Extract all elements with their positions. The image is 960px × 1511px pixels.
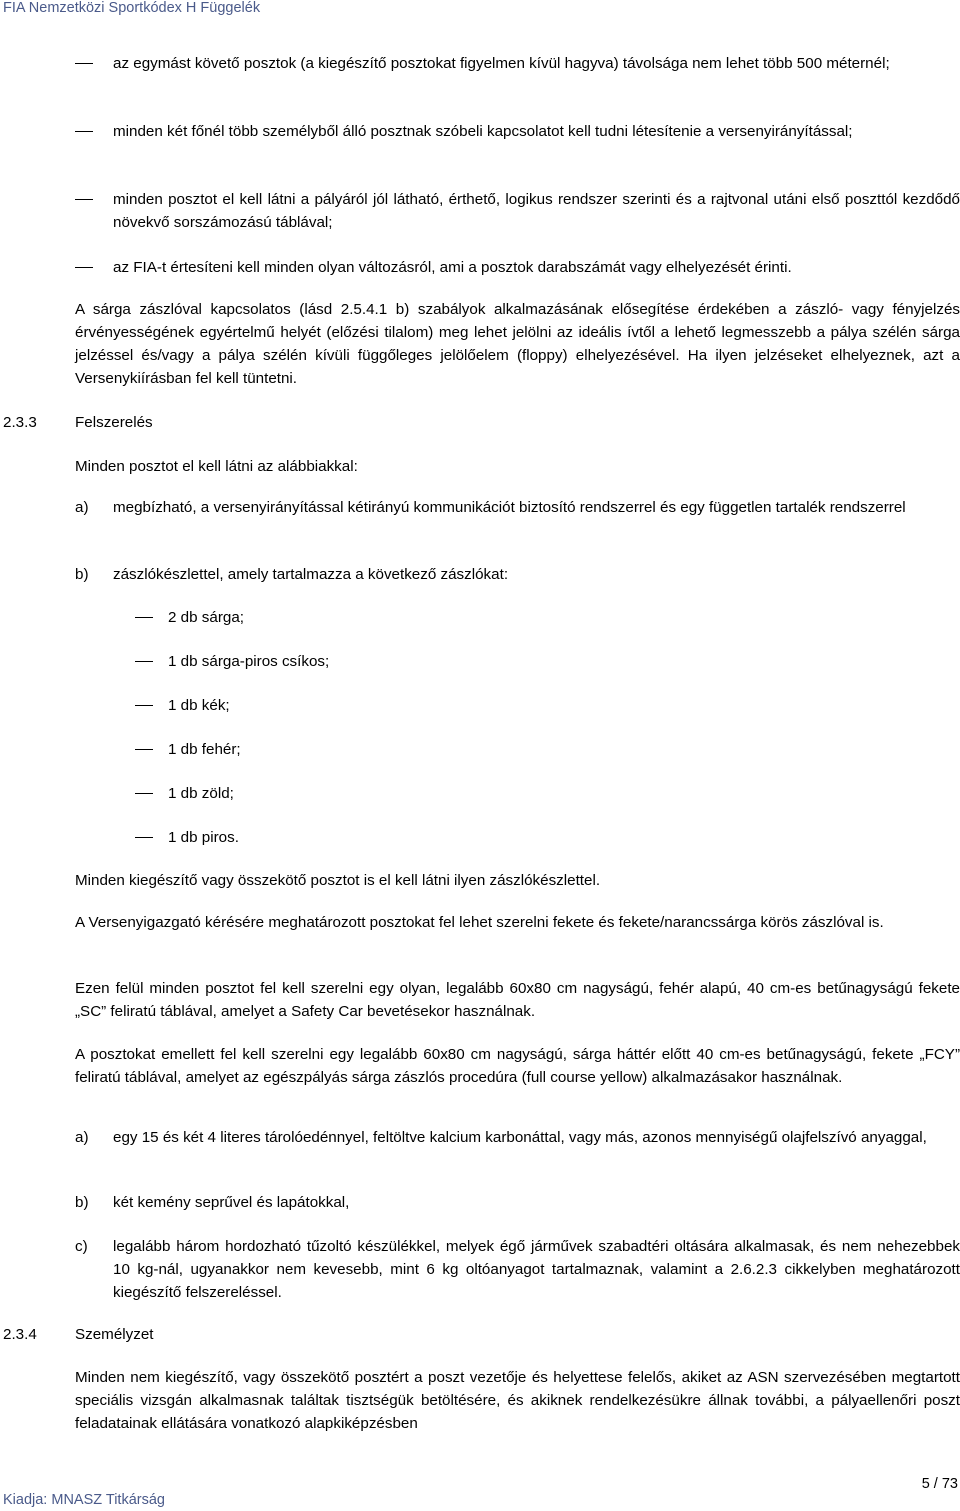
item-marker: b) xyxy=(75,566,89,583)
page-number: 5 / 73 xyxy=(921,1476,958,1492)
item-marker: c) xyxy=(75,1238,88,1255)
dash-bullet xyxy=(135,749,153,750)
race-director-paragraph: A Versenyigazgató kérésére meghatározott posztokat fel lehet szerelni fekete és fekete/narancssárga körös zászlóval is. xyxy=(75,914,884,931)
dash-bullet xyxy=(135,705,153,706)
dash-bullet xyxy=(75,63,93,64)
section-number: 2.3.4 xyxy=(3,1326,37,1343)
dash-bullet xyxy=(135,793,153,794)
flag-text: 2 db sárga; xyxy=(168,609,244,626)
item-text: zászlókészlettel, amely tartalmazza a következő zászlókat: xyxy=(113,566,509,583)
flag-text: 1 db kék; xyxy=(168,697,230,714)
section-number: 2.3.3 xyxy=(3,414,37,431)
item-marker: b) xyxy=(75,1194,89,1211)
personnel-paragraph: Minden nem kiegészítő, vagy összekötő posztért a poszt vezetője és helyettese felelős, akiket az ASN szervezésében megtartott speciális vizsgán alkalmasnak találtak tisztségük betöltésére, és akiknek rendelkezésükre állnak további, a pályaellenőri poszt feladatainak ellátására vonatkozó alapkiképzésben xyxy=(75,1369,960,1432)
item-marker: a) xyxy=(75,1129,89,1146)
item-text: egy 15 és két 4 literes tárolóedénnyel, feltöltve kalcium karbonáttal, vagy más, azonos mennyiségű olajfelszívó anyaggal, xyxy=(113,1129,927,1146)
list-item-text: minden két főnél több személyből álló posztnak szóbeli kapcsolatot kell tudni létesítenie a versenyirányítással; xyxy=(113,123,853,140)
list-item-text: minden posztot el kell látni a pályáról jól látható, érthető, logikus rendszer szerinti és a rajtvonal utáni első poszttól kezdődő növekvő sorszámozású táblával; xyxy=(113,191,960,231)
flag-text: 1 db sárga-piros csíkos; xyxy=(168,653,330,670)
intro-paragraph: Minden posztot el kell látni az alábbiakkal: xyxy=(75,458,358,475)
list-item-text: az FIA-t értesíteni kell minden olyan változásról, ami a posztok darabszámát vagy elhelyezését érinti. xyxy=(113,259,792,276)
flag-text: 1 db fehér; xyxy=(168,741,241,758)
item-marker: a) xyxy=(75,499,89,516)
section-title: Felszerelés xyxy=(75,414,153,431)
document-header: FIA Nemzetközi Sportkódex H Függelék xyxy=(3,0,261,16)
flag-text: 1 db piros. xyxy=(168,829,239,846)
list-item-text: az egymást követő posztok (a kiegészítő posztokat figyelmen kívül hagyva) távolsága nem lehet több 500 méternél; xyxy=(113,55,890,72)
fcy-paragraph: A posztokat emellett fel kell szerelni egy legalább 60x80 cm nagyságú, sárga háttér előtt 40 cm-es betűnagyságú, fekete „FCY” feliratú táblával, amelyet az egészpályás sárga zászlós procedúra (full course yellow) alkalmazásakor használnak. xyxy=(75,1046,960,1086)
dash-bullet xyxy=(75,199,93,200)
dash-bullet xyxy=(135,837,153,838)
dash-bullet xyxy=(75,131,93,132)
safety-car-paragraph: Ezen felül minden posztot fel kell szerelni egy olyan, legalább 60x80 cm nagyságú, fehér alapú, 40 cm-es betűnagyságú fekete „SC” feliratú táblával, amelyet a Safety Car bevetésekor használnak. xyxy=(75,980,960,1020)
section-title: Személyzet xyxy=(75,1326,154,1343)
item-text: két kemény seprűvel és lapátokkal, xyxy=(113,1194,350,1211)
item-text: megbízható, a versenyirányítással kétirányú kommunikációt biztosító rendszerrel és egy független tartalék rendszerrel xyxy=(113,499,906,516)
dash-bullet xyxy=(75,267,93,268)
yellow-flag-paragraph: A sárga zászlóval kapcsolatos (lásd 2.5.4.1 b) szabályok alkalmazásának elősegítése érdekében a zászló- vagy fényjelzés érvényességének egyértelmű helyét (előzési tilalom) meg lehet jelölni az ideális ívtől a lehető legmesszebb a pálya szélén sárga jelzéssel és/vagy a pálya szélén kívüli függőleges jelölőelem (floppy) elhelyezésével. Ha ilyen jelzéseket elhelyeznek, azt a Versenykiírásban fel kell tüntetni. xyxy=(75,301,960,387)
item-text: legalább három hordozható tűzoltó készülékkel, melyek égő járművek szabadtéri oltására alkalmasak, és nem nehezebbek 10 kg-nál, ugyanakkor nem kevesebb, mint 6 kg oltóanyagot tartalmaznak, valamint a 2.6.2.3 cikkelyben meghatározott kiegészítő felszereléssel. xyxy=(113,1238,960,1301)
dash-bullet xyxy=(135,661,153,662)
extra-posts-paragraph: Minden kiegészítő vagy összekötő posztot is el kell látni ilyen zászlókészlettel. xyxy=(75,872,601,889)
flag-text: 1 db zöld; xyxy=(168,785,234,802)
dash-bullet xyxy=(135,617,153,618)
document-footer: Kiadja: MNASZ Titkárság xyxy=(3,1492,165,1508)
